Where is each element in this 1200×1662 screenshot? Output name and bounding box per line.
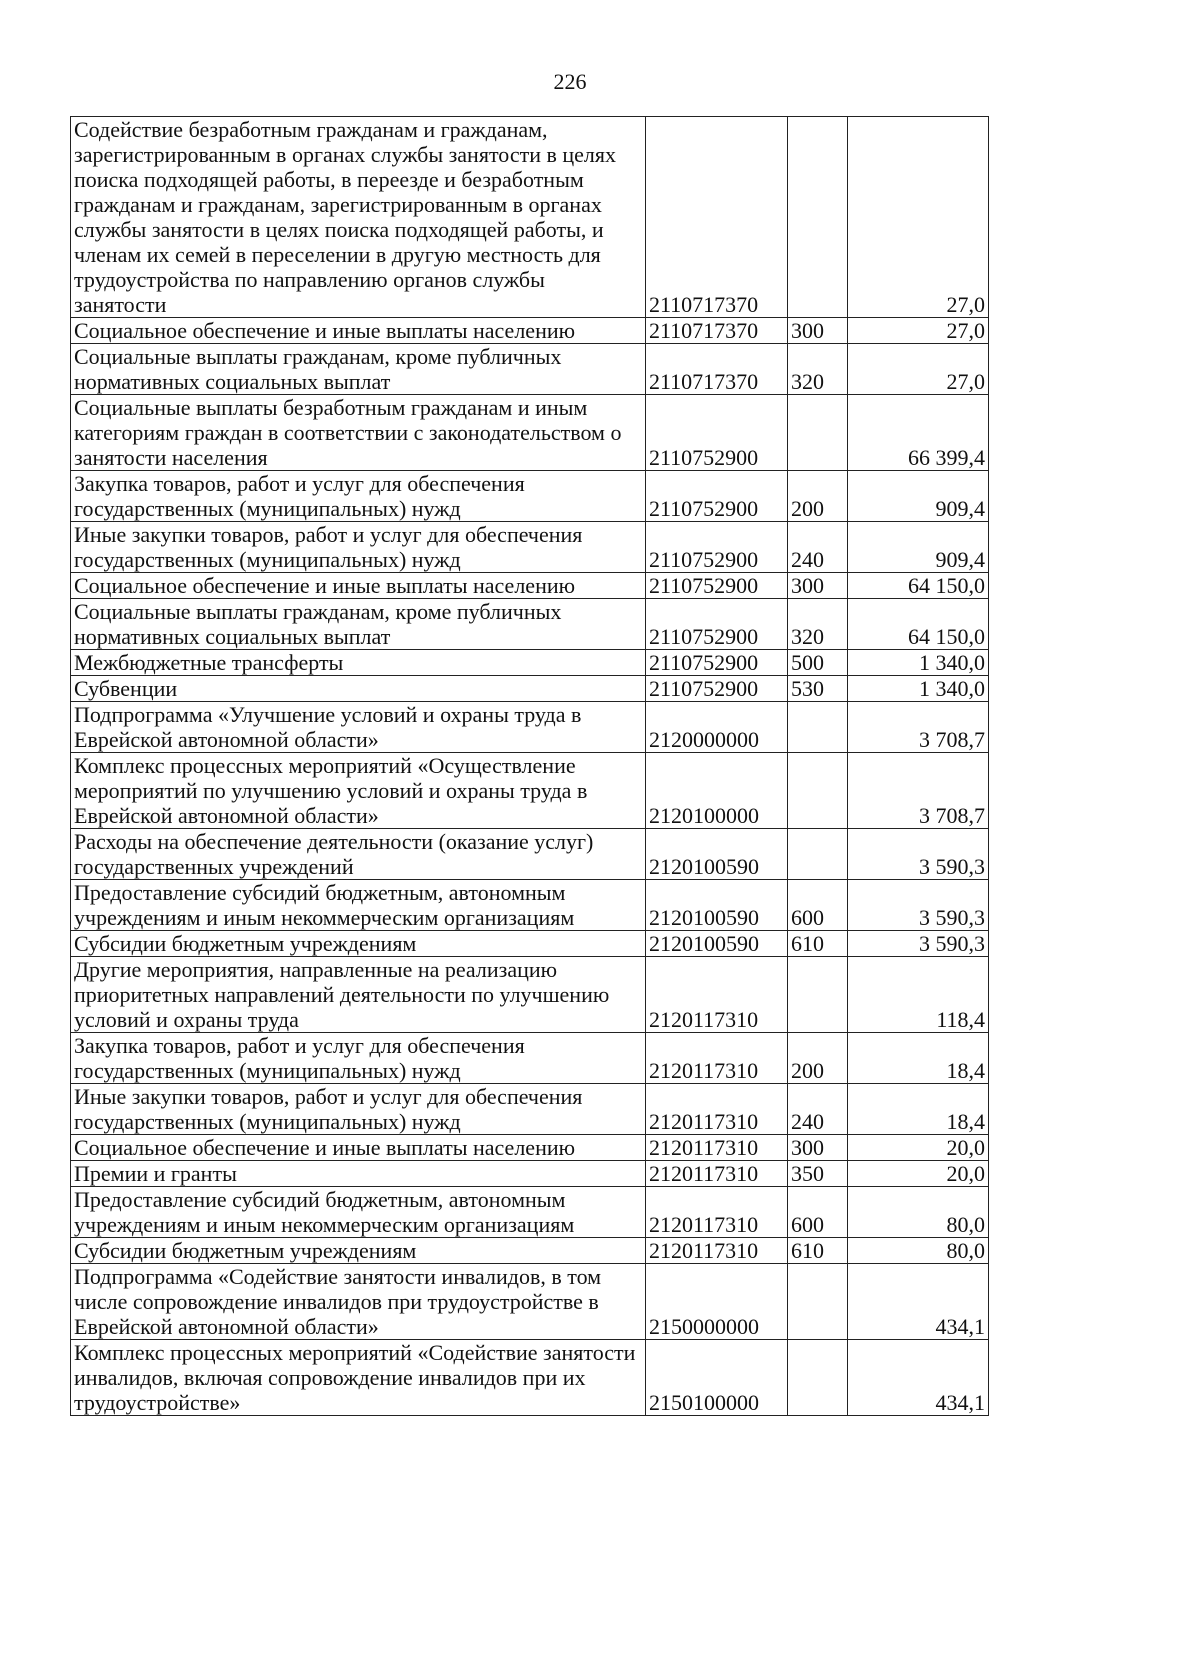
row-expense-type-code: 200 <box>788 1033 848 1084</box>
row-expense-type-code: 240 <box>788 1084 848 1135</box>
table-row <box>71 1187 989 1238</box>
row-amount: 1 340,0 <box>848 650 989 676</box>
table-row <box>71 1264 989 1340</box>
row-name: Подпрограмма «Содействие занятости инвалидов, в том числе сопровождение инвалидов при трудоустройстве в Еврейской автономной области» <box>71 1264 646 1340</box>
row-csr-code: 2110752900 <box>646 471 788 522</box>
row-csr-code: 2120117310 <box>646 1033 788 1084</box>
table-row <box>71 318 989 344</box>
budget-table-body <box>71 117 989 1416</box>
row-expense-type-code <box>788 1264 848 1340</box>
row-expense-type-code: 300 <box>788 1135 848 1161</box>
row-expense-type-code <box>788 702 848 753</box>
row-name: Закупка товаров, работ и услуг для обеспечения государственных (муниципальных) нужд <box>71 471 646 522</box>
table-row <box>71 702 989 753</box>
row-name: Социальное обеспечение и иные выплаты населению <box>71 318 646 344</box>
row-csr-code: 2120117310 <box>646 1135 788 1161</box>
row-expense-type-code: 530 <box>788 676 848 702</box>
row-expense-type-code <box>788 957 848 1033</box>
row-amount: 434,1 <box>848 1264 989 1340</box>
row-name: Социальные выплаты безработным гражданам и иным категориям граждан в соответствии с законодательством о занятости населения <box>71 395 646 471</box>
row-expense-type-code: 320 <box>788 599 848 650</box>
table-row <box>71 344 989 395</box>
table-row <box>71 1135 989 1161</box>
row-name: Другие мероприятия, направленные на реализацию приоритетных направлений деятельности по улучшению условий и охраны труда <box>71 957 646 1033</box>
row-expense-type-code: 610 <box>788 931 848 957</box>
row-expense-type-code <box>788 1340 848 1416</box>
row-amount: 3 708,7 <box>848 753 989 829</box>
row-amount: 3 590,3 <box>848 880 989 931</box>
row-name: Содействие безработным гражданам и гражданам, зарегистрированным в органах службы занятости в целях поиска подходящей работы, в переезде и безработным гражданам и гражданам, зарегистрированным в органах службы занятости в целях поиска подходящей работы, и членам их семей в переселении в другую местность для трудоустройства по направлению органов службы занятости <box>71 117 646 318</box>
row-amount: 3 590,3 <box>848 931 989 957</box>
row-amount: 27,0 <box>848 117 989 318</box>
row-csr-code: 2110752900 <box>646 650 788 676</box>
row-csr-code: 2110752900 <box>646 676 788 702</box>
row-csr-code: 2120117310 <box>646 1161 788 1187</box>
row-expense-type-code <box>788 117 848 318</box>
row-expense-type-code: 320 <box>788 344 848 395</box>
table-row <box>71 931 989 957</box>
table-row <box>71 522 989 573</box>
row-expense-type-code <box>788 829 848 880</box>
row-name: Социальное обеспечение и иные выплаты населению <box>71 1135 646 1161</box>
row-expense-type-code: 610 <box>788 1238 848 1264</box>
row-amount: 20,0 <box>848 1135 989 1161</box>
row-csr-code: 2120100000 <box>646 753 788 829</box>
table-row <box>71 957 989 1033</box>
row-csr-code: 2120117310 <box>646 957 788 1033</box>
row-amount: 18,4 <box>848 1033 989 1084</box>
row-expense-type-code: 500 <box>788 650 848 676</box>
table-row <box>71 599 989 650</box>
row-csr-code: 2110717370 <box>646 318 788 344</box>
row-expense-type-code: 300 <box>788 573 848 599</box>
row-expense-type-code: 350 <box>788 1161 848 1187</box>
row-name: Предоставление субсидий бюджетным, автономным учреждениям и иным некоммерческим организациям <box>71 880 646 931</box>
table-row <box>71 676 989 702</box>
row-name: Комплекс процессных мероприятий «Содействие занятости инвалидов, включая сопровождение инвалидов при их трудоустройстве» <box>71 1340 646 1416</box>
row-amount: 3 708,7 <box>848 702 989 753</box>
table-row <box>71 1033 989 1084</box>
row-csr-code: 2110752900 <box>646 395 788 471</box>
table-row <box>71 1238 989 1264</box>
row-name: Закупка товаров, работ и услуг для обеспечения государственных (муниципальных) нужд <box>71 1033 646 1084</box>
page-number: 226 <box>553 69 587 94</box>
row-csr-code: 2110717370 <box>646 117 788 318</box>
row-csr-code: 2150000000 <box>646 1264 788 1340</box>
row-name: Комплекс процессных мероприятий «Осуществление мероприятий по улучшению условий и охраны труда в Еврейской автономной области» <box>71 753 646 829</box>
row-csr-code: 2150100000 <box>646 1340 788 1416</box>
row-name: Социальные выплаты гражданам, кроме публичных нормативных социальных выплат <box>71 599 646 650</box>
row-name: Социальное обеспечение и иные выплаты населению <box>71 573 646 599</box>
row-amount: 434,1 <box>848 1340 989 1416</box>
row-amount: 64 150,0 <box>848 573 989 599</box>
row-amount: 80,0 <box>848 1187 989 1238</box>
row-name: Социальные выплаты гражданам, кроме публичных нормативных социальных выплат <box>71 344 646 395</box>
table-row <box>71 829 989 880</box>
table-row <box>71 650 989 676</box>
row-amount: 1 340,0 <box>848 676 989 702</box>
row-csr-code: 2120117310 <box>646 1084 788 1135</box>
row-csr-code: 2120100590 <box>646 880 788 931</box>
table-row <box>71 880 989 931</box>
row-amount: 64 150,0 <box>848 599 989 650</box>
row-csr-code: 2120117310 <box>646 1187 788 1238</box>
row-csr-code: 2120100590 <box>646 931 788 957</box>
row-name: Межбюджетные трансферты <box>71 650 646 676</box>
row-amount: 20,0 <box>848 1161 989 1187</box>
row-name: Подпрограмма «Улучшение условий и охраны труда в Еврейской автономной области» <box>71 702 646 753</box>
table-row <box>71 1340 989 1416</box>
table-row <box>71 1161 989 1187</box>
row-csr-code: 2110752900 <box>646 573 788 599</box>
row-expense-type-code: 240 <box>788 522 848 573</box>
row-name: Субвенции <box>71 676 646 702</box>
row-name: Иные закупки товаров, работ и услуг для обеспечения государственных (муниципальных) нужд <box>71 522 646 573</box>
row-amount: 3 590,3 <box>848 829 989 880</box>
row-amount: 27,0 <box>848 318 989 344</box>
row-amount: 18,4 <box>848 1084 989 1135</box>
row-name: Иные закупки товаров, работ и услуг для обеспечения государственных (муниципальных) нужд <box>71 1084 646 1135</box>
row-amount: 66 399,4 <box>848 395 989 471</box>
row-expense-type-code: 300 <box>788 318 848 344</box>
row-name: Расходы на обеспечение деятельности (оказание услуг) государственных учреждений <box>71 829 646 880</box>
row-amount: 27,0 <box>848 344 989 395</box>
table-row <box>71 395 989 471</box>
row-expense-type-code: 200 <box>788 471 848 522</box>
row-name: Предоставление субсидий бюджетным, автономным учреждениям и иным некоммерческим организациям <box>71 1187 646 1238</box>
table-row <box>71 573 989 599</box>
table-row <box>71 117 989 318</box>
row-expense-type-code: 600 <box>788 1187 848 1238</box>
row-csr-code: 2120100590 <box>646 829 788 880</box>
table-row <box>71 753 989 829</box>
row-name: Премии и гранты <box>71 1161 646 1187</box>
row-amount: 909,4 <box>848 471 989 522</box>
row-expense-type-code <box>788 753 848 829</box>
row-csr-code: 2110752900 <box>646 522 788 573</box>
row-expense-type-code: 600 <box>788 880 848 931</box>
row-expense-type-code <box>788 395 848 471</box>
row-csr-code: 2110752900 <box>646 599 788 650</box>
row-csr-code: 2110717370 <box>646 344 788 395</box>
table-row <box>71 1084 989 1135</box>
row-name: Субсидии бюджетным учреждениям <box>71 931 646 957</box>
row-amount: 909,4 <box>848 522 989 573</box>
row-csr-code: 2120000000 <box>646 702 788 753</box>
table-row <box>71 471 989 522</box>
row-csr-code: 2120117310 <box>646 1238 788 1264</box>
row-amount: 80,0 <box>848 1238 989 1264</box>
row-amount: 118,4 <box>848 957 989 1033</box>
budget-table <box>70 116 989 1416</box>
row-name: Субсидии бюджетным учреждениям <box>71 1238 646 1264</box>
